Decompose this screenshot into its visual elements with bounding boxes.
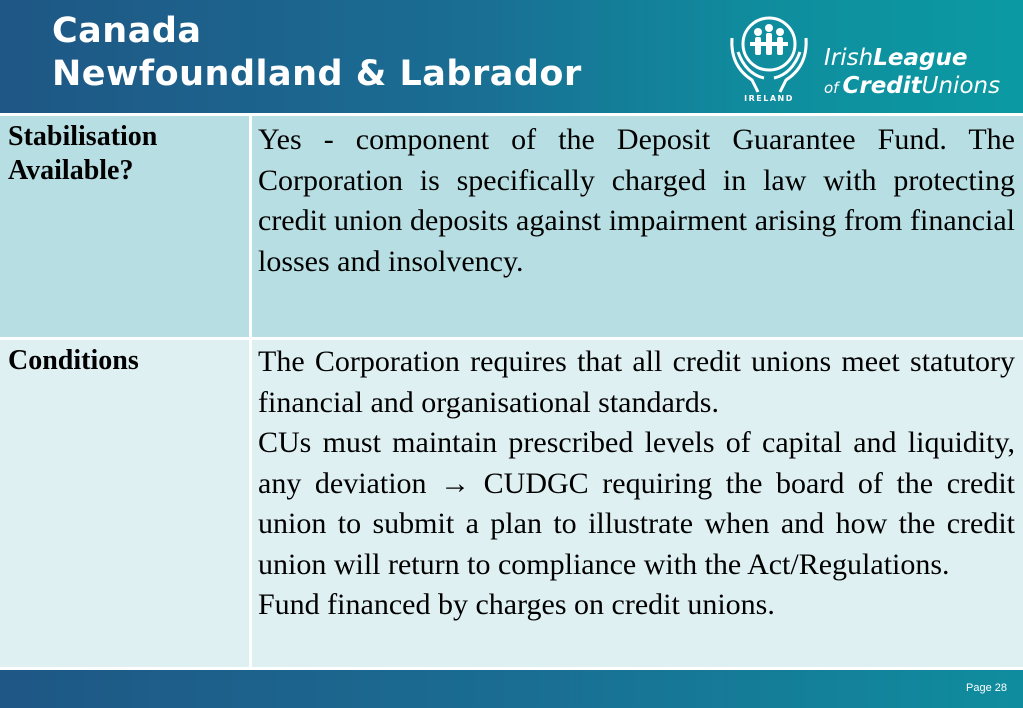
- table-row: [0, 116, 1023, 337]
- paragraph: Fund financed by charges on credit unions.: [258, 588, 775, 621]
- logo-name: IrishLeague of CreditUnions: [824, 45, 1001, 99]
- info-table: [0, 116, 1023, 667]
- row-text-stabilisation: [258, 120, 1015, 282]
- page-number: Page 28: [966, 682, 1007, 694]
- irish-league-logo: [724, 8, 1014, 108]
- row-label-conditions: Conditions: [8, 345, 139, 376]
- paragraph: The Corporation requires that all credit unions meet statutory financial and organisational standards.: [258, 345, 1015, 419]
- table-row: [0, 340, 1023, 667]
- slide-header: [0, 0, 1023, 113]
- row-label-stabilisation: Stabilisation Available?: [8, 121, 158, 186]
- paragraph: Yes - component of the Deposit Guarantee Fund. The Corporation is specifically charged in law with protecting credit union deposits against impairment arising from financial losses and insolvency.: [258, 123, 1015, 278]
- column-divider: [249, 340, 252, 667]
- title-line-1: Canada: [52, 11, 202, 51]
- hands-holding-people-icon: [724, 8, 814, 104]
- slide-title: [52, 10, 582, 96]
- column-divider: [249, 116, 252, 337]
- slide-footer: [0, 670, 1023, 708]
- title-line-2: Newfoundland & Labrador: [52, 54, 582, 94]
- row-text-conditions: [258, 342, 1015, 626]
- paragraph: CUs must maintain prescribed levels of capital and liquidity, any deviation → CUDGC requiring the board of the credit union to submit a plan to illustrate when and how the credit union will return to compliance with the Act/Regulations.: [258, 426, 1015, 581]
- logo-country-label: IRELAND: [744, 94, 794, 103]
